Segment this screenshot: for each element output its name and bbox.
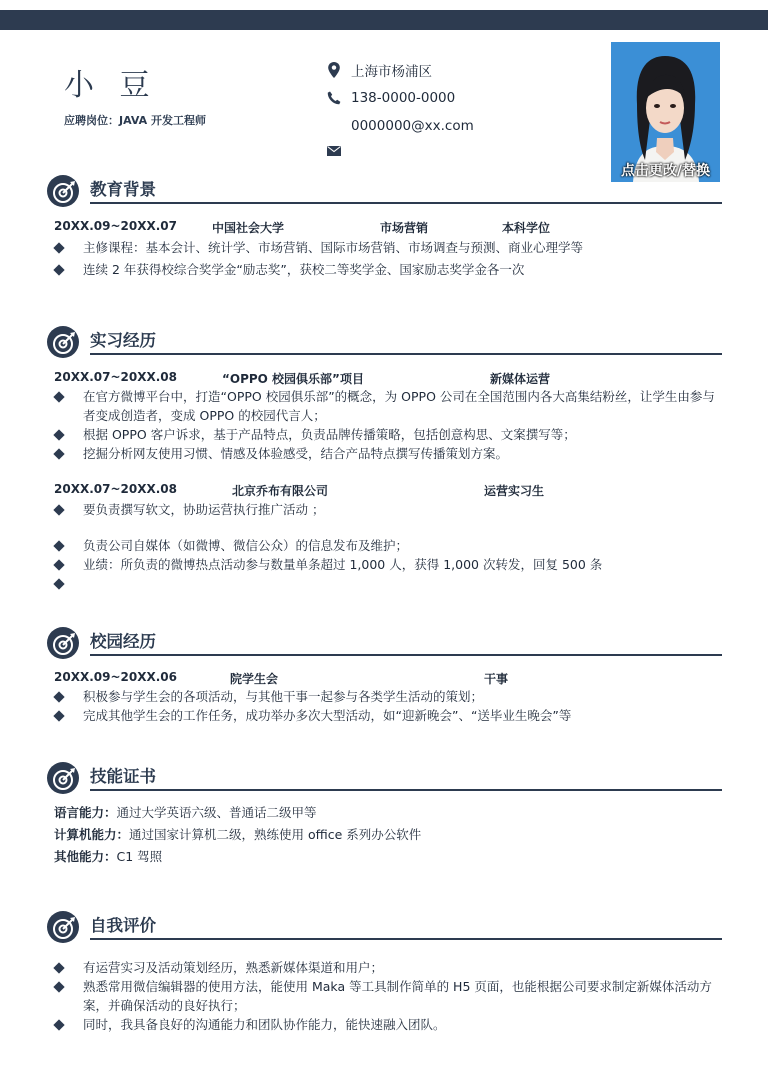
bullet-diamond-icon [53,981,64,992]
bullet-diamond-icon [53,691,64,702]
list-item: 连续 2 年获得校综合奖学金“励志奖”，获校二等奖学金、国家励志奖学金各一次 [55,260,715,279]
skill-value: C1 驾照 [116,849,163,864]
bullet-diamond-icon [53,710,64,721]
list-item: 主修课程：基本会计、统计学、市场营销、国际市场营销、市场调查与预测、商业心理学等 [55,238,715,257]
self-evaluation-section-header [46,910,722,950]
skill-label: 计算机能力： [54,827,130,842]
section-divider [90,654,722,656]
list-item: 根据 OPPO 客户诉求，基于产品特点，负责品牌传播策略，包括创意构思、文案撰写等； [55,425,715,444]
bullet-diamond-icon [53,264,64,275]
target-icon [46,761,80,795]
contact-email [326,112,474,140]
list-item: 业绩：所负责的微博热点活动参与数量单条超过 1,000 人，获得 1,000 次转发，回复 500 条 [55,555,715,574]
contact-location [326,56,474,84]
skill-value: 通过国家计算机二级，熟练使用 office 系列办公软件 [129,827,422,842]
bullet-diamond-icon [53,540,64,551]
self-evaluation-title: 自我评价 [90,916,156,935]
bullet-diamond-icon [53,429,64,440]
skills-title: 技能证书 [90,767,156,786]
target-icon [46,325,80,359]
internship-role: 新媒体运营 [490,372,551,386]
list-item: 在官方微博平台中，打造“OPPO 校园俱乐部”的概念，为 OPPO 公司在全国范围内各大高集结粉丝，让学生由参与者变成创造者，变成 OPPO 的校园代言人； [55,387,715,425]
education-school: 中国社会大学 [212,221,285,235]
education-title: 教育背景 [90,180,156,199]
list-item: 挖掘分析网友使用习惯、情感及体验感受，结合产品特点撰写传播策划方案。 [55,444,715,463]
contact-info [326,56,474,162]
education-date: 20XX.09~20XX.07 [54,219,177,233]
target-icon [46,910,80,944]
section-divider [90,938,722,940]
bullet-diamond-icon [53,578,64,589]
contact-email-icon-row [326,140,474,162]
photo-change-caption[interactable]: 点击更改/替换 [620,163,711,179]
bullet-diamond-icon [53,962,64,973]
list-item: 同时，我具备良好的沟通能力和团队协作能力，能快速融入团队。 [55,1015,715,1034]
skill-row [54,825,421,843]
internship-date: 20XX.07~20XX.08 [54,370,177,384]
bullet-diamond-icon [53,242,64,253]
section-divider [90,353,722,355]
campus-title: 校园经历 [90,632,156,651]
job-position: 应聘岗位：JAVA 开发工程师 [64,114,206,127]
list-item: 完成其他学生会的工作任务，成功举办多次大型活动，如“迎新晚会”、“送毕业生晚会”等 [55,706,715,725]
list-item: 有运营实习及活动策划经历，熟悉新媒体渠道和用户； [55,958,715,977]
contact-phone [326,84,474,112]
bullet-diamond-icon [53,1019,64,1030]
section-divider [90,789,722,791]
section-divider [90,202,722,204]
skill-row [54,847,162,865]
target-icon [46,626,80,660]
campus-org: 院学生会 [230,672,279,686]
skill-label: 语言能力： [54,805,117,820]
contact-email-address: 0000000@xx.com [351,118,474,134]
list-item: 要负责撰写软文，协助运营执行推广活动 ； [55,500,715,519]
campus-date: 20XX.09~20XX.06 [54,670,177,684]
internship-title: 实习经历 [90,331,156,350]
internship-org: 北京乔布有限公司 [232,484,329,498]
list-item: 负责公司自媒体（如微博、微信公众）的信息发布及维护； [55,536,715,555]
top-banner [0,10,768,30]
skill-label: 其他能力： [54,849,117,864]
email-icon [326,143,342,159]
list-item: 积极参与学生会的各项活动，与其他干事一起参与各类学生活动的策划； [55,687,715,706]
bullet-diamond-icon [53,448,64,459]
location-icon [326,62,342,78]
internship-section-header [46,325,722,365]
campus-role: 干事 [484,672,509,686]
phone-icon [326,90,342,106]
internship-role: 运营实习生 [484,484,545,498]
internship-date: 20XX.07~20XX.08 [54,482,177,496]
internship-org: “OPPO 校园俱乐部”项目 [222,372,364,386]
target-icon [46,174,80,208]
education-section-header [46,174,722,214]
profile-photo[interactable] [611,42,720,182]
skills-section-header [46,761,722,801]
education-degree: 本科学位 [502,221,551,235]
list-item: 熟悉常用微信编辑器的使用方法，能使用 Maka 等工具制作简单的 H5 页面，也能根据公司要求制定新媒体活动方案，并确保活动的良好执行； [55,977,715,1015]
contact-address: 上海市杨浦区 [351,64,432,80]
skill-row [54,803,317,821]
contact-phone-number: 138-0000-0000 [351,90,456,106]
campus-section-header [46,626,722,666]
candidate-name: 小 豆 [64,68,158,103]
education-major: 市场营销 [380,221,429,235]
bullet-diamond-icon [53,559,64,570]
skill-value: 通过大学英语六级、普通话二级甲等 [116,805,317,820]
bullet-diamond-icon [53,504,64,515]
bullet-diamond-icon [53,391,64,402]
